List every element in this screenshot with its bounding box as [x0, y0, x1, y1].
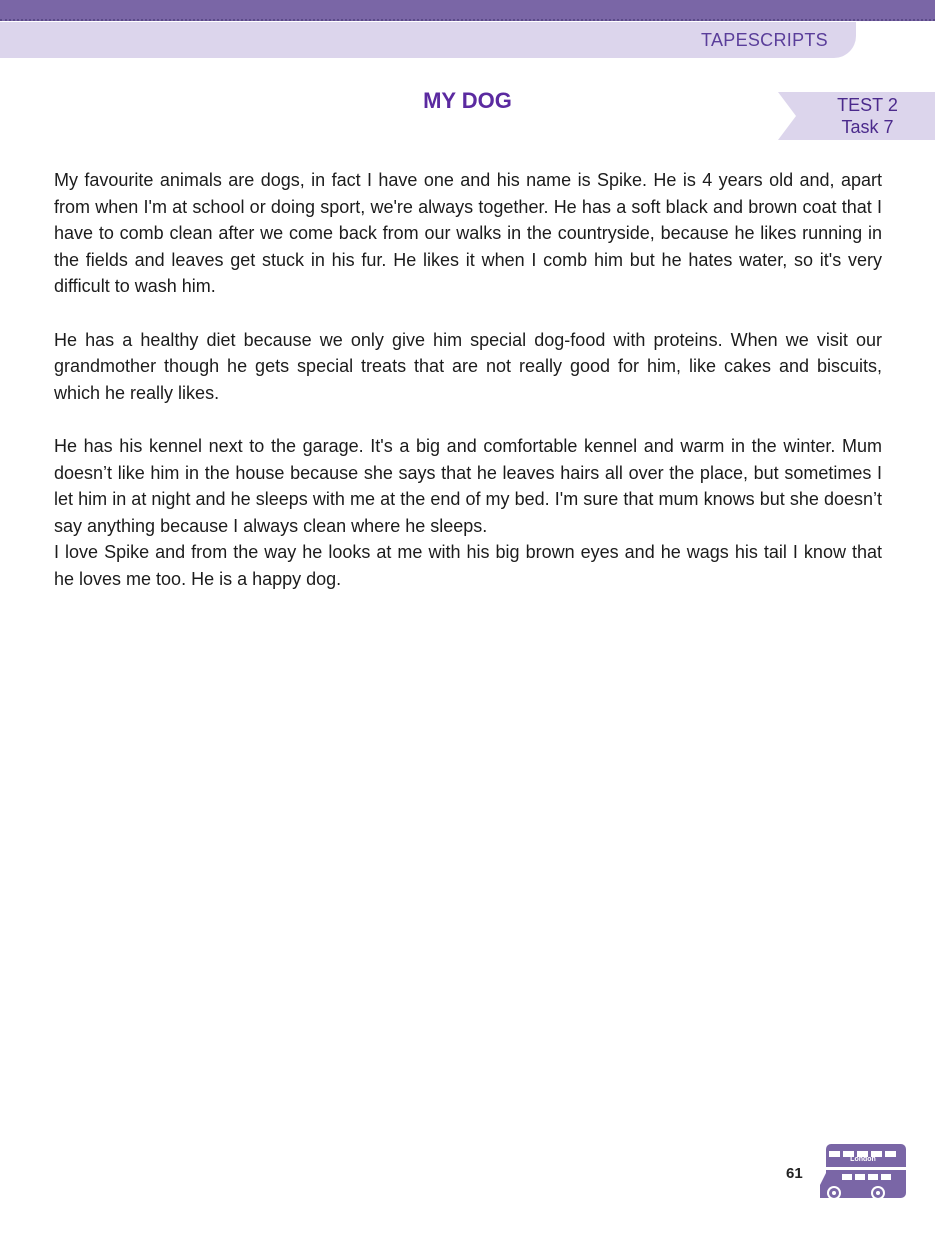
paragraph-2: He has a healthy diet because we only give him special dog-food with proteins. When we visit our grandmother though he gets special treats that are not really good for him, like cakes and biscuits, which he really likes.	[54, 329, 882, 403]
paragraph-3: He has his kennel next to the garage. It's a big and comfortable kennel and warm in the winter. Mum doesn’t like him in the house because she says that he leaves hairs all over the place, but sometimes I let him in at night and he sleeps with me at the end of my bed. I'm sure that mum knows but she doesn’t say anything because I always clean where he sleeps.	[54, 435, 882, 536]
test-label: TEST 2	[837, 95, 898, 115]
header-dotted-divider	[0, 19, 935, 21]
test-task-flag	[778, 92, 935, 140]
page-title: MY DOG	[423, 88, 512, 113]
task-label: Task 7	[841, 117, 894, 137]
section-label: TAPESCRIPTS	[701, 30, 828, 50]
bus-sign: London	[850, 1156, 876, 1163]
paragraph-1: My favourite animals are dogs, in fact I have one and his name is Spike. He is 4 years old and, apart from when I'm at school or doing sport, we're always together. He has a soft black and brown coat that I have to comb clean after we come back from our walks in the countryside, because he likes running in the fields and leaves get stuck in his fur. He likes it when I comb him but he hates water, so it's very difficult to wash him.	[54, 170, 882, 297]
header-bar	[0, 0, 935, 21]
double-decker-bus-icon	[818, 1141, 910, 1203]
section-tab	[0, 22, 856, 58]
tapescript-body	[54, 167, 882, 593]
paragraph-4: I love Spike and from the way he looks at me with his big brown eyes and he wags his tail I know that he loves me too. He is a happy dog.	[54, 542, 882, 589]
page-number: 61	[786, 1165, 803, 1182]
